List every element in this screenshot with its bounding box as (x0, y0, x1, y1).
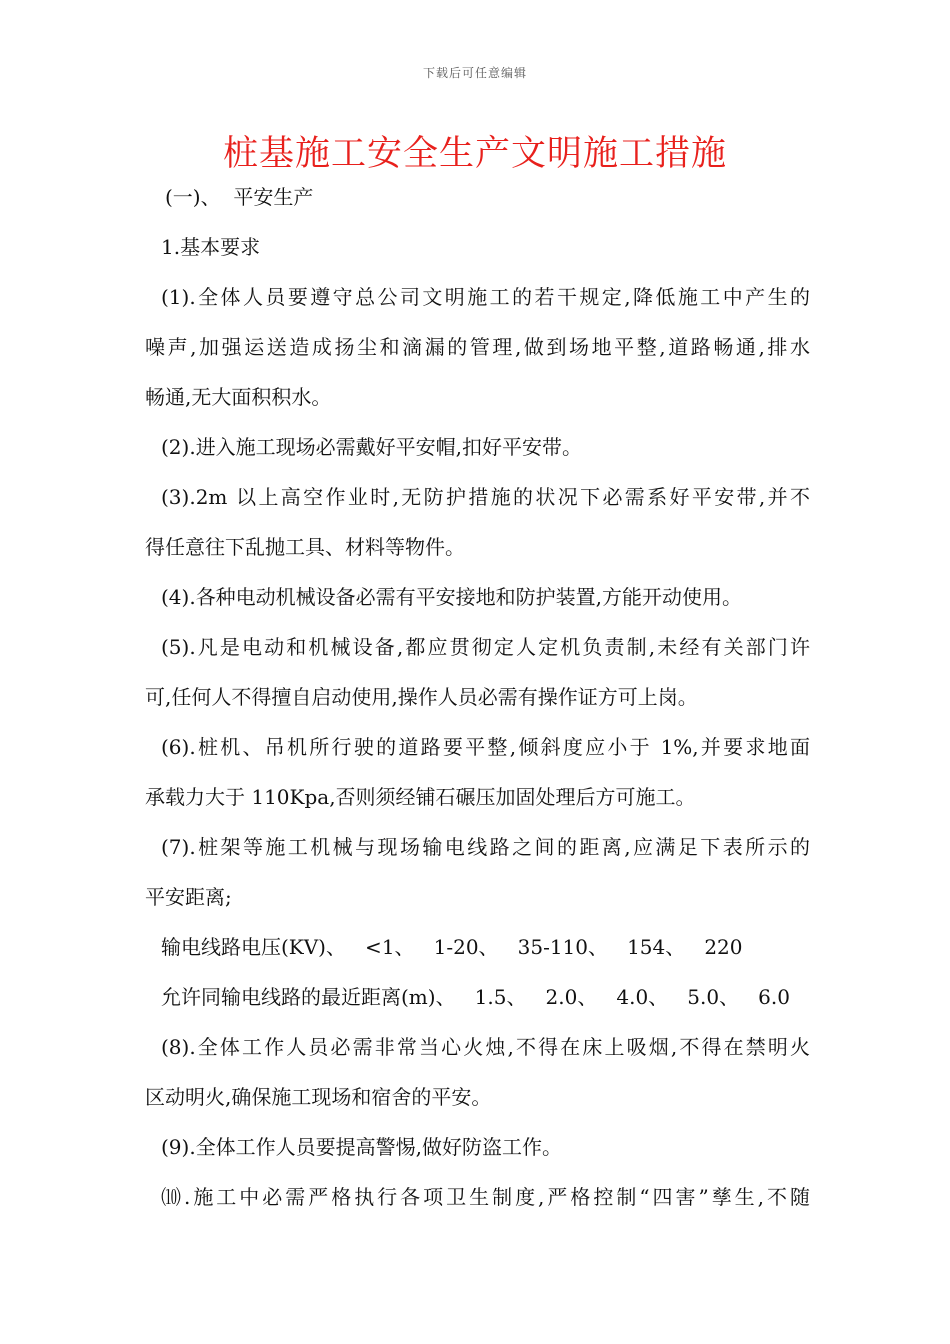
list-item: (2).进入施工现场必需戴好平安帽,扣好平安带。 (161, 435, 583, 459)
list-item-continuation: 平安距离; (145, 885, 232, 909)
list-item: (8).全体工作人员必需非常当心火烛,不得在床上吸烟,不得在禁明火 (161, 1035, 810, 1059)
table-row-voltage: 输电线路电压(KV)、 <1、 1-20、 35-110、 154、 220 (161, 935, 743, 959)
list-item: (3).2m 以上高空作业时,无防护措施的状况下必需系好平安带,并不 (161, 485, 810, 509)
document-body (145, 172, 810, 1222)
list-item: (9).全体工作人员要提高警惕,做好防盗工作。 (161, 1135, 563, 1159)
table-row-distance: 允许同输电线路的最近距离(m)、 1.5、 2.0、 4.0、 5.0、 6.0 (161, 985, 790, 1009)
list-item: (5).凡是电动和机械设备,都应贯彻定人定机负责制,未经有关部门许 (161, 635, 810, 659)
list-item-continuation: 得任意往下乱抛工具、材料等物件。 (145, 535, 465, 559)
page-header: 下载后可任意编辑 (422, 66, 527, 80)
list-item: (1).全体人员要遵守总公司文明施工的若干规定,降低施工中产生的 (161, 285, 810, 309)
list-item-continuation: 可,任何人不得擅自启动使用,操作人员必需有操作证方可上岗。 (145, 685, 698, 709)
list-item-continuation: 畅通,无大面积积水。 (145, 385, 332, 409)
list-item: (7).桩架等施工机械与现场输电线路之间的距离,应满足下表所示的 (161, 835, 810, 859)
list-item-continuation: 区动明火,确保施工现场和宿舍的平安。 (145, 1085, 492, 1109)
list-item-continuation: 噪声,加强运送造成扬尘和滴漏的管理,做到场地平整,道路畅通,排水 (145, 335, 810, 359)
subheading: 1.基本要求 (161, 235, 261, 259)
list-item-continuation: 承载力大于 110Kpa,否则须经铺石碾压加固处理后方可施工。 (145, 785, 696, 809)
list-item: (6).桩机、吊机所行驶的道路要平整,倾斜度应小于 1%,并要求地面 (161, 735, 810, 759)
section-heading: (一)、 平安生产 (165, 185, 314, 209)
list-item: ⑽.施工中必需严格执行各项卫生制度,严格控制“四害”孳生,不随 (161, 1185, 810, 1209)
list-item: (4).各种电动机械设备必需有平安接地和防护装置,方能开动使用。 (161, 585, 743, 609)
document-title: 桩基施工安全生产文明施工措施 (222, 134, 727, 174)
